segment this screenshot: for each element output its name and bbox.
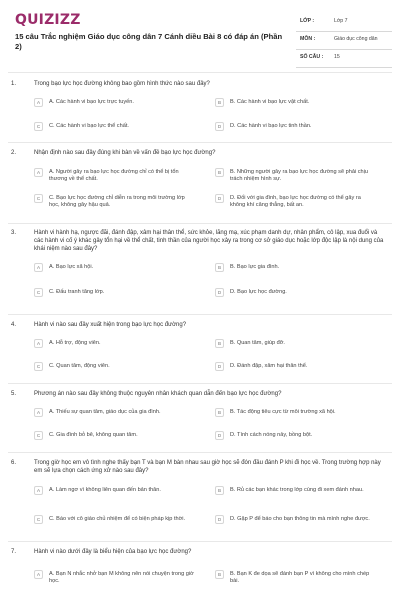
option-letter-badge: A [34, 339, 43, 348]
document-header [0, 0, 400, 66]
option-letter-badge: A [34, 98, 43, 107]
option-letter-badge: D [215, 122, 224, 131]
option-text: C. Các hành vi bạo lực thể chất. [49, 123, 129, 129]
section-divider [8, 72, 392, 73]
option-letter-badge: D [215, 194, 224, 203]
meta-row-class [296, 14, 392, 32]
meta-row-subject [296, 32, 392, 50]
question-text: Hành vi nào sau đây xuất hiện trong bạo lực học đường? [34, 322, 187, 328]
quizizz-logo: QUIZIZZ [15, 12, 81, 28]
option-text: A. Các hành vi bạo lực trực tuyến. [49, 99, 134, 105]
question-text: Trong bạo lực học đường không bao gồm hình thức nào sau đây? [34, 81, 210, 87]
option-text: B. Bạo lực gia đình. [230, 264, 280, 270]
section-divider [8, 383, 392, 384]
question-text: Trong giờ học em vô tình nghe thấy bạn T và bạn M bàn nhau sau giờ học sẽ đón đầu đánh P khi đi học về. Trong trường hợp này em sẽ lựa chọn cách ứng xử nào sau đây? [34, 460, 381, 474]
meta-value: 15 [334, 54, 340, 60]
question-text: Phương án nào sau đây không thuộc nguyên nhân khách quan dẫn đến bạo lực học đường? [34, 391, 282, 397]
option-text: D. Đánh đập, xâm hại thân thể. [230, 363, 308, 369]
option-text: A. Làm ngơ vì không liên quan đến bản thân. [49, 487, 161, 493]
option-letter-badge: A [34, 263, 43, 272]
meta-table [296, 14, 392, 68]
meta-key: LỚP : [300, 18, 315, 24]
section-divider [8, 142, 392, 143]
option-letter-badge: B [215, 168, 224, 177]
option-letter-badge: B [215, 263, 224, 272]
option-text: D. Tính cách nóng nảy, bồng bột. [230, 432, 313, 438]
question-number: 7. [11, 549, 17, 555]
option-letter-badge: C [34, 288, 43, 297]
question-number: 5. [11, 391, 17, 397]
option-text: A. Bạo lực xã hội. [49, 264, 94, 270]
question-number: 3. [11, 230, 17, 236]
question-number: 6. [11, 460, 17, 466]
option-text: B. Rủ các bạn khác trong lớp cùng đi xem đánh nhau. [230, 487, 364, 493]
option-letter-badge: B [215, 486, 224, 495]
question-number: 1. [11, 81, 17, 87]
option-letter-badge: A [34, 168, 43, 177]
option-letter-badge: C [34, 122, 43, 131]
option-text: A. Bạn N nhắc nhở bạn M không nên nói chuyện trong giờ học. [49, 571, 194, 585]
option-letter-badge: D [215, 431, 224, 440]
option-letter-badge: A [34, 408, 43, 417]
section-divider [8, 541, 392, 542]
meta-value: Giáo dục công dân [334, 36, 378, 42]
option-text: D. Đối với gia đình, bạo lực học đường có thể gây ra không khí căng thẳng, bất an. [230, 195, 361, 209]
question-number: 4. [11, 322, 17, 328]
option-letter-badge: A [34, 570, 43, 579]
option-letter-badge: B [215, 570, 224, 579]
option-text: A. Người gây ra bạo lực học đường chỉ có thể bị tổn thương về thể chất. [49, 169, 179, 183]
option-letter-badge: B [215, 339, 224, 348]
section-divider [8, 314, 392, 315]
question-number: 2. [11, 150, 17, 156]
option-text: A. Hỗ trợ, động viên. [49, 340, 101, 346]
option-text: B. Bạn K đe dọa sẽ đánh bạn P vì không cho mình chép bài. [230, 571, 370, 585]
option-text: D. Các hành vi bạo lực tinh thần. [230, 123, 312, 129]
option-text: C. Quan tâm, động viên. [49, 363, 110, 369]
option-text: D. Bạo lực học đường. [230, 289, 287, 295]
option-text: C. Gia đình bỏ bê, không quan tâm. [49, 432, 138, 438]
option-text: B. Quan tâm, giúp đỡ. [230, 340, 285, 346]
option-text: B. Những người gây ra bạo lực học đường sẽ phải chịu trách nhiệm hình sự. [230, 169, 368, 183]
option-letter-badge: B [215, 408, 224, 417]
option-letter-badge: B [215, 98, 224, 107]
meta-key: SỐ CÂU : [300, 54, 324, 60]
option-letter-badge: C [34, 362, 43, 371]
option-letter-badge: C [34, 194, 43, 203]
question-text: Nhận định nào sau đây đúng khi bàn về vấn đề bạo lực học đường? [34, 150, 216, 156]
option-letter-badge: C [34, 515, 43, 524]
option-text: C. Đấu tranh tăng lớp. [49, 289, 105, 295]
section-divider [8, 223, 392, 224]
option-letter-badge: C [34, 431, 43, 440]
question-text: Hành vi nào dưới đây là biểu hiện của bạo lực học đường? [34, 549, 192, 555]
option-text: B. Các hành vi bạo lực vật chất. [230, 99, 310, 105]
meta-key: MÔN : [300, 36, 316, 42]
option-text: D. Gặp P để báo cho bạn thông tin mà mình nghe được. [230, 516, 370, 522]
option-letter-badge: A [34, 486, 43, 495]
option-letter-badge: D [215, 288, 224, 297]
option-text: A. Thiếu sự quan tâm, giáo dục của gia đình. [49, 409, 161, 415]
meta-row-count [296, 50, 392, 68]
option-letter-badge: D [215, 515, 224, 524]
meta-value: Lớp 7 [334, 18, 348, 24]
question-text: Hành vi hành hạ, ngược đãi, đánh đập, xâm hại thân thể, sức khỏe, lăng mạ, xúc phạm danh dự, nhân phẩm, cô lập, xua đuổi và các hành vi cố ý khác gây tổn hại về thể chất, tinh thần của người học xảy ra trong cơ sở giáo dục hoặc lớp độc lập là nội dung của khái niệm nào sau đây? [34, 230, 384, 252]
document-title: 15 câu Trắc nghiệm Giáo dục công dân 7 Cánh diều Bài 8 có đáp án (Phần 2) [15, 32, 283, 51]
option-text: C. Bạo lực học đường chỉ diễn ra trong môi trường lớp học, không gây hậu quả. [49, 195, 185, 209]
option-letter-badge: D [215, 362, 224, 371]
section-divider [8, 452, 392, 453]
option-text: B. Tác động tiêu cực từ môi trường xã hội. [230, 409, 336, 415]
option-text: C. Báo với cô giáo chủ nhiệm để có biện pháp kịp thời. [49, 516, 186, 522]
